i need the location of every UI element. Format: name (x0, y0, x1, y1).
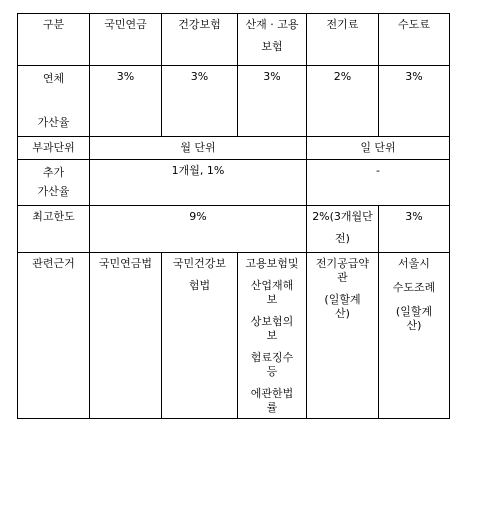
legal-basis-industrial (238, 253, 307, 419)
unit-label: 부과단위 (18, 137, 90, 160)
law-line: 률 (266, 401, 278, 414)
max-limit-water: 3% (379, 206, 450, 253)
additional-rate-label (18, 160, 90, 206)
header-water: 수도료 (379, 14, 450, 66)
law-line: 보 (266, 329, 278, 342)
water-law-lines (379, 257, 449, 333)
max-limit-row (18, 206, 450, 253)
additional-rate-label-bottom: 가산율 (37, 185, 70, 198)
unit-daily: 일 단위 (307, 137, 450, 160)
late-fee-label (18, 66, 90, 137)
header-electricity: 전기료 (307, 14, 379, 66)
legal-basis-pension: 국민연금법 (90, 253, 162, 419)
max-limit-value: 9% (90, 206, 307, 253)
max-limit-electricity: 2%(3개월단 전) (307, 206, 379, 253)
late-fee-pension: 3% (90, 66, 162, 137)
legal-basis-health: 국민건강보 험법 (162, 253, 238, 419)
law-line: 산) (335, 307, 350, 320)
late-fee-industrial: 3% (238, 66, 307, 137)
additional-rate-other: - (307, 160, 450, 206)
late-fee-label-top: 연체 (42, 72, 65, 85)
legal-basis-label: 관련근거 (18, 253, 90, 419)
legal-basis-electricity (307, 253, 379, 419)
law-line: 전기공급약 (315, 257, 370, 270)
law-line: (일할계 (395, 305, 433, 318)
late-fee-row (18, 66, 450, 137)
law-line: 관 (337, 271, 348, 284)
comparison-table (17, 13, 450, 419)
law-line: 보 (266, 293, 278, 306)
additional-rate-row (18, 160, 450, 206)
law-line: 상보험의 (250, 315, 294, 328)
header-national-pension: 국민연금 (90, 14, 162, 66)
law-line: 에관한법 (250, 387, 294, 400)
industrial-law-lines (238, 257, 306, 415)
legal-basis-water (379, 253, 450, 419)
electric-law-lines (307, 257, 378, 321)
unit-row (18, 137, 450, 160)
late-fee-label-bottom: 가산율 (37, 116, 70, 129)
header-industrial-employment: 산재 · 고용 보험 (238, 14, 307, 66)
law-line: 산) (406, 319, 422, 332)
additional-rate-label-top: 추가 (42, 166, 65, 179)
legal-basis-row (18, 253, 450, 419)
law-line: 서울시 (398, 257, 430, 270)
late-fee-electricity: 2% (307, 66, 379, 137)
unit-monthly: 월 단위 (90, 137, 307, 160)
law-line: (일할계 (324, 293, 361, 306)
late-fee-health: 3% (162, 66, 238, 137)
law-line: 산업재해 (250, 279, 294, 292)
late-fee-water: 3% (379, 66, 450, 137)
max-limit-label: 최고한도 (18, 206, 90, 253)
header-row (18, 14, 450, 66)
header-category: 구분 (18, 14, 90, 66)
law-line: 고용보험및 (245, 257, 299, 270)
header-health-insurance: 건강보험 (162, 14, 238, 66)
additional-rate-value: 1개월, 1% (90, 160, 307, 206)
law-line: 등 (266, 365, 278, 378)
law-line: 수도조례 (392, 281, 436, 294)
law-line: 험료징수 (250, 351, 294, 364)
